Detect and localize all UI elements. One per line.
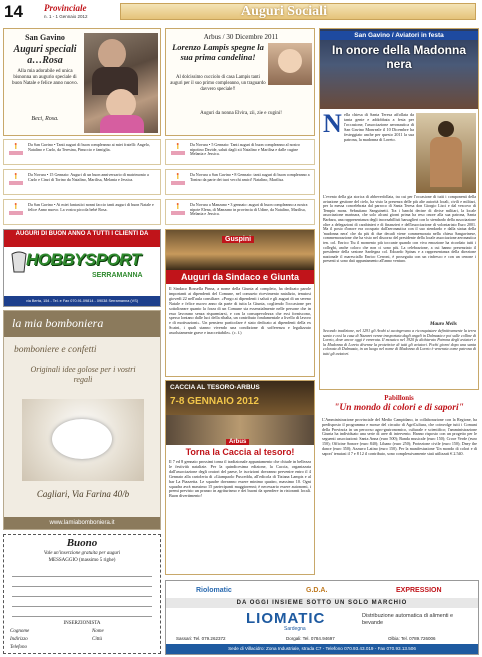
cake-icon	[7, 143, 25, 156]
coupon-title: Buono	[66, 537, 98, 549]
card-rosa-title: San Gavino	[25, 33, 65, 42]
greeting-text: Da San Gavino • Tanti auguri di buon compleanno ai miei fratelli: Angelo, Natalino e Carlo, da Teresina, Pinuccio e famiglia.	[28, 142, 150, 152]
card-lorenzo-body: Al dolcissimo cucciolo di casa Lampis tanti auguri per il suo primo compleanno, un traguardo davvero speciale!!	[170, 75, 266, 92]
ad-liomatic-phone: Olbia: Tel. 0789.726006	[388, 636, 436, 641]
greeting-card	[165, 169, 315, 195]
greeting-text: Da Novara • 5 Gennaio: Tanti auguri di buon compleanno al nostro nipotino Davide, saluti dagli zii Natalino e Marilisa e dalle cugine Melania e Jessica.	[190, 142, 300, 157]
sangavino-article	[319, 28, 479, 390]
coupon-line2: MESSAGGIO (massimo 5 righe)	[48, 558, 116, 563]
section-title: Auguri Sociali	[241, 4, 327, 19]
greeting-card	[3, 199, 161, 225]
cake-icon	[7, 203, 25, 216]
ad-bomboniera-address: Cagliari, Via Farina 40/b	[36, 489, 130, 499]
ad-liomatic	[165, 580, 479, 655]
guspini-body: Il Sindaco Rossella Pinna, a nome della Giunta al completo, ha dedicato parole importanti ai dipendenti del Comune, nel consueto ricevimento natalizio, tenutosi giovedì 22 nell'aula consiliare. «Porgo ai dipendenti i saluti e gli auguri di un sereno Natale e felice nuovo anno da parte di tutta la Giunta, cogliendo l'occasione per sottolineare quanto la forza di un Comune sia essenzialmente nelle persone che in esso lavorano senza risparmiarsi, e con la consapevolezza che essi forniscono, spesso lontano dalle luci della ribalta, un contributo fondamentale a livello di lavoro e di motivazioni». Un pensiero particolare è stato dedicato ai dipendenti della ex Scaini, i quali stanno vivendo una condizione di sofferenza e legalizzato assolutamente grave e inaccettabile». (c. f.)	[169, 286, 311, 336]
coupon-buono[interactable]	[3, 534, 161, 654]
greeting-card	[165, 199, 315, 225]
ad-bomboniera-tagline: bomboniere e confetti	[14, 345, 97, 355]
sangavino-lead: ella chiesa di Santa Teresa affollata da tanta gente e addobbata a festa per l'occasione, l'associazione aeronautica di San Gavino Monreale il 10 Dicembre ha festeggiato anche per questo 2011 la sua patrona, la madonna di Loreto.	[344, 112, 414, 142]
pabillonis-place: Pabillonis	[384, 394, 414, 402]
cake-icon	[169, 173, 187, 186]
ad-liomatic-strip: DA OGGI INSIEME SOTTO UN SOLO MARCHIO	[166, 598, 478, 608]
card-lorenzo-footer: Auguri da nonna Elvira, zii, zie e cugini!	[200, 111, 282, 116]
ad-liomatic-sub: Sardegna	[284, 626, 306, 632]
greeting-text: Da Novara • 15 Gennaio: Auguri di un buon anniversario di matrimonio a Carlo e Cinzi di Torino da Natalino, Marilisa, Melania e Jessica.	[28, 172, 149, 182]
card-rosa	[3, 28, 161, 136]
masthead-brand: Provinciale	[44, 3, 87, 13]
section-title-bar	[120, 3, 476, 20]
pabillonis-article	[319, 394, 479, 504]
coupon-advertiser: INSERZIONISTA	[63, 621, 101, 626]
caccia-dates: 7-8 GENNAIO 2012	[170, 396, 259, 407]
ad-bomboniera	[3, 310, 161, 530]
pabillonis-headline: "Un mondo di colori e di sapori"	[334, 403, 464, 413]
sangavino-signature: Mauro Melis	[430, 322, 457, 327]
card-lorenzo	[165, 28, 315, 136]
card-rosa-photo	[84, 33, 158, 133]
sangavino-body: L'evento della gia storica di abbeverfollata, tra cui per l'occasione di tutti i componenti della aviazione gestione del cielo, ha visto la presenza delle più alte autorità locali, civili e militari, per la messa concelebrata dal parroco di Santa Teresa don Giorgio Lisci e dal vescovo di Tempio mons. Sebastiano Sanguinetti. Tra i banchi decine di divise militari, la locale associazione marinara, che solo alcuni giorni prima ha reso onore alla sua patrona, Santa Barbara, una rappresentanza degli incorsabillisti barsaglieri con lo stendardo della associazione oltre a delegazioni di carabinieri e di finanzieri e dell'associazione di volontariato Euro 2001. Ma il posto d'onore era occupato dall'aeronautica con il suo stendardo e dalla statua della 'madonna nera' che da più di due decadi viene commemorata nella chiesa Sangavinese, commemorazione che ha visto nel discorso del presidente della locale associazione aeronautica ten. col. Enrico Tiu il momento più toccante quando con viva emozione ha ricordato tutti i colleghi, anche coloro che non ci sono più. La celebrazione, a cui hanno presenziato il presidente della sezione Sardegna col. Edoardo Spinas e a rappresentanza della direzione nazionale il maresciallo Enrico Cerroni, è proseguita con un rinfresco e con un cenone i presenti si sono dati appuntamento all'anno venturo.	[323, 194, 476, 264]
caccia-article	[165, 380, 315, 575]
pabillonis-body: L'Amministrazione provinciale del Medio Campidano, in collaborazione con la Regione, ha predisposto il programma e mosse del circuito di AgriCultura, che coinvolge tutti i Comuni della Provincia in un percorso agro-gastronomico, culturale e scientifico; l'amministrazione Giunta ha individuato una serie di aree di intervento. Hanno risposto con un progetto per le seguenti associazioni: Santa Anna (euro 500); Banda musicale (euro 150); Croce Verde (euro 150); Officine Sonore (euro 840); Libano (euro 250); Protezione civile (euro 150); Dney the dance (euro 350); Azzurro Latino (euro 150). Per la manifestazione 'Un mondo di colori e di sapori' tenutasi il 7 e 8 12 il contributo, sono complessivamente stati utilizzati € 2.540.	[322, 417, 477, 456]
greeting-text: Da Novara a San Gavino • 8 Gennaio: tanti auguri di buon compleanno a Tonino da parte dei tuoi vecchi amici! Natalino, Marilisa.	[190, 172, 310, 182]
sangavino-dropcap: N	[323, 109, 342, 138]
masthead-issue: n. 1 - 1 Gennaio 2012	[44, 14, 88, 19]
caccia-place: Arbus	[226, 439, 249, 445]
greeting-text: Da Novara a Manzano • 3 gennaio: auguri di buon compleanno a nostra nipote Elena, di Manzano in provincia di Udine, da Natalino, Marilisa, Melania e Jessica.	[190, 202, 308, 217]
card-rosa-signature: Beci, Rosa.	[31, 116, 59, 122]
ad-hobbysport-city: SERRAMANNA	[92, 272, 143, 279]
sangavino-headline: In onore della Madonna nera	[331, 43, 466, 71]
ad-hobbysport-address: via Berta, 154 - Tel. e Fax 070.91.09814 - 09038 Serramanna (VS)	[4, 296, 160, 306]
coupon-message-lines[interactable]	[12, 567, 152, 617]
card-lorenzo-dateline: Arbus / 30 Dicembre 2011	[203, 33, 279, 41]
ad-liomatic-phone: Sassari: Tel. 079.262372	[176, 636, 226, 641]
card-lorenzo-photo	[268, 43, 312, 85]
cake-icon	[169, 203, 187, 216]
greeting-card	[3, 139, 161, 165]
caccia-banner-title: CACCIA AL TESORO·ARBUS	[170, 384, 260, 391]
ad-liomatic-phone: Dorgali: Tel. 0784.94697	[286, 636, 335, 641]
ad-hobbysport	[3, 229, 161, 307]
guspini-article	[165, 229, 315, 377]
ad-bomboniera-photo	[22, 399, 144, 481]
greeting-text: Da San Gavino • Ai miei fantastici nonni faccio tanti auguri di buon Natale e felice Anno nuovo. La vostra piccola bebè Rosa.	[28, 202, 154, 212]
cake-icon	[7, 173, 25, 186]
cake-icon	[169, 143, 187, 156]
caccia-banner	[166, 381, 314, 415]
coupon-field-citta[interactable]: Città	[92, 637, 103, 642]
ad-hobbysport-banner: AUGURI DI BUON ANNO A TUTTI I CLIENTI DA	[4, 230, 160, 247]
caccia-headline: Torna la Caccia al tesoro!	[185, 447, 295, 457]
ad-hobbysport-brand: HOBBYSPORT	[26, 250, 141, 269]
guspini-headline: Auguri da Sindaco e Giunta	[166, 270, 314, 284]
ad-logo-gda: G.D.A.	[306, 587, 328, 594]
coupon-field-nome[interactable]: Nome	[92, 629, 104, 634]
sangavino-banner: San Gavino / Aviatori in festa	[320, 31, 478, 40]
coupon-line1: Vale un'inserzione gratuita per auguri	[43, 551, 121, 556]
shoe-icon	[10, 250, 28, 274]
coupon-field-telefono[interactable]: Telefono	[10, 645, 28, 650]
greeting-card	[3, 169, 161, 195]
ad-logo-riolomatic: Riolomatic	[196, 587, 232, 594]
guspini-place: Guspini	[222, 236, 254, 243]
caccia-body: Il 7 ed 8 gennaio prossimi torna il tradizionale appuntamento che chiude in bellezza le festività natalizie. Per la quindicesima edizione, la Caccia, organizzata dall'associazione degli oratori del paese, le iscrizioni dovranno pervenire entro il 4 Gennaio alla cartoleria di «Giampaolo Pusceddu, all'edicola di Tiziana Lampis e al bar La Piazzetta. Le squadre dovranno essere minimo quattro, massimo 10. Ogni squadra avrà massimo 15 partecipanti maggiorenni; è necessario essere autonomi, i premi previsto un pranzo in agriturismo e dei buoni da spendere in ristoranti locali. Buon divertimento!	[169, 459, 311, 499]
ad-liomatic-address: Sede di Villacidro: Zona Industriale, strada C7 - Telefono 070.93.43.019 - Fax 070.93.13.506	[166, 644, 478, 654]
ad-liomatic-tagline: Distribuzione automatica di alimenti e bevande	[362, 613, 454, 626]
ad-liomatic-brand: LIOMATIC	[246, 610, 326, 627]
card-lorenzo-headline: Lorenzo Lampis spegne la sua prima candelina!	[172, 42, 264, 62]
ad-bomboniera-logo-bar	[4, 311, 160, 337]
ad-bomboniera-web[interactable]: www.lamiabomboniera.it	[4, 517, 160, 529]
coupon-field-indirizzo[interactable]: Indirizzo	[10, 637, 28, 642]
page-header	[0, 0, 482, 24]
ad-logo-expression: EXPRESSION	[396, 587, 442, 594]
ad-bomboniera-brand: la mia bomboniera	[12, 316, 104, 330]
page-number: 14	[4, 2, 23, 21]
sangavino-statue-photo	[416, 113, 476, 193]
card-rosa-headline: Auguri speciali a…Rosa	[13, 44, 77, 66]
ad-bomboniera-slogan: Originali idee golose per i vostri regali	[30, 365, 136, 384]
card-rosa-body: Alla mia adorabile ed unica bisnonna un augurio speciale di buon Natale e felice anno nuovo.	[11, 69, 79, 86]
sangavino-photo	[320, 29, 478, 109]
sangavino-note: Secondo tradizione, nel 1291 gli Arabi si accingevano a riconquistare definitivamente la terra santa e così la casa di Nazaret venne trasportata dagli angeli in Dalmazia e poi sulle colline di Loreto, dove ancor oggi è venerata. Il mosaico nel 1920 fu dichiarato Patrona degli aviatori e la Madonna di Loreto divenne la protettrice di tutti gli aviatori. Pochi giorni dopo una santa colorata di Dalmazia, in un luogo nel nome di Madonna di Loreto è venerata come patrona di tutti gli aviatori.	[323, 328, 476, 356]
coupon-field-cognome[interactable]: Cognome	[10, 629, 30, 634]
greeting-card	[165, 139, 315, 165]
guspini-image	[166, 230, 314, 270]
